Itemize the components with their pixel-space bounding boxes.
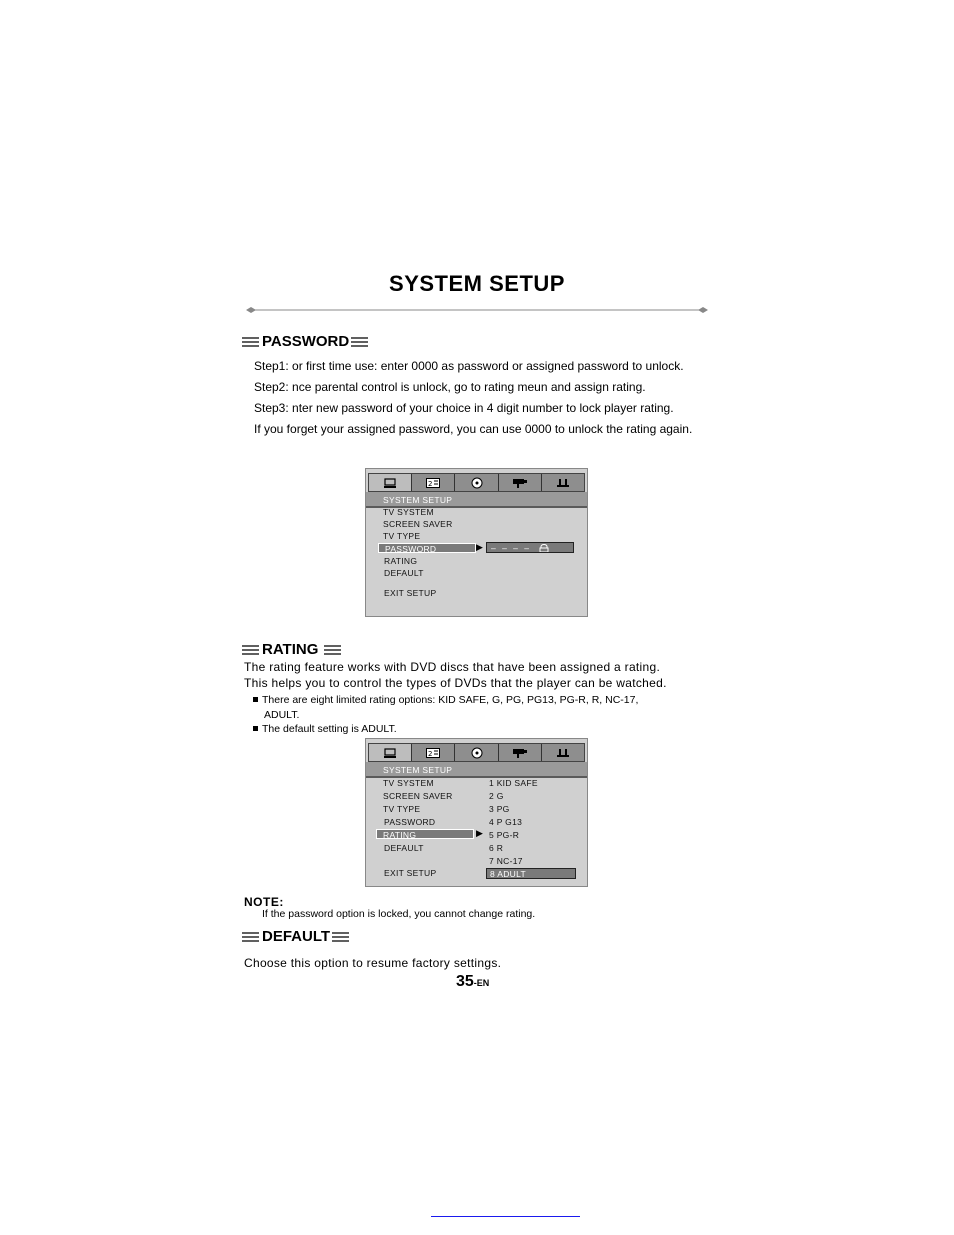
tab-preference[interactable] [542, 474, 584, 491]
rating-option-pg13[interactable]: 4 P G13 [489, 817, 523, 827]
disc-icon [471, 747, 483, 759]
rating-option-pg-r[interactable]: 5 PG-R [489, 830, 520, 840]
password-heading-text: PASSWORD [262, 333, 350, 350]
password-forgot-note: If you forget your assigned password, you can use 0000 to unlock the rating again. [254, 422, 693, 436]
menu-item-rating[interactable]: RATING [384, 556, 418, 566]
password-value: – – – – [491, 543, 531, 553]
camera-icon [512, 478, 528, 488]
page-number-value: 35 [456, 973, 474, 990]
note-text: If the password option is locked, you cannot change rating. [262, 908, 536, 920]
password-step-1: Step1: or first time use: enter 0000 as password or assigned password to unlock. [254, 359, 684, 373]
rating-bullet-options-text: There are eight limited rating options: KID SAFE, G, PG, PG13, PG-R, R, NC-17, [262, 694, 639, 706]
tab-video[interactable] [499, 474, 542, 491]
page-number-suffix: -EN [473, 978, 490, 988]
note-label: NOTE: [244, 895, 284, 909]
title-divider [246, 303, 708, 317]
svg-text:2: 2 [428, 749, 434, 758]
rating-bullet-options [253, 694, 638, 706]
tab-language[interactable] [412, 744, 455, 761]
menu-item-default[interactable]: DEFAULT [384, 843, 424, 853]
disc-icon [471, 477, 483, 489]
tab-preference[interactable] [542, 744, 584, 761]
triple-bar-icon [242, 336, 260, 348]
rating-option-adult-selected[interactable]: 8 ADULT [486, 868, 576, 879]
triple-bar-icon [332, 931, 350, 943]
triple-bar-icon [242, 931, 260, 943]
svg-text:2: 2 [428, 479, 434, 488]
bullet-square-icon [253, 726, 258, 731]
setup-tab-bar [368, 473, 585, 492]
menu-item-exit-setup[interactable]: EXIT SETUP [384, 588, 437, 598]
setup-tab-bar [368, 743, 585, 762]
rating-bullet-default [253, 723, 397, 735]
menu-item-screen-saver[interactable]: SCREEN SAVER [383, 519, 453, 529]
rating-description-1: The rating feature works with DVD discs that have been assigned a rating. [244, 660, 661, 674]
menu-item-password[interactable]: PASSWORD [384, 817, 436, 827]
triple-bar-icon [242, 644, 260, 656]
default-heading [242, 928, 350, 945]
menu-item-exit-setup[interactable]: EXIT SETUP [384, 868, 437, 878]
monitor-icon [384, 748, 396, 758]
triple-bar-icon [324, 644, 342, 656]
setup-title-bar [366, 492, 587, 508]
rating-option-nc17[interactable]: 7 NC-17 [489, 856, 523, 866]
password-step-2: Step2: nce parental control is unlock, go to rating meun and assign rating. [254, 380, 646, 394]
rating-setup-screen [365, 738, 588, 887]
menu-item-tv-system[interactable]: TV SYSTEM [383, 778, 434, 788]
menu-item-tv-system[interactable]: TV SYSTEM [383, 507, 434, 517]
triple-bar-icon [351, 336, 369, 348]
setup-title-bar [366, 762, 587, 778]
menu-item-password-selected[interactable]: PASSWORD [378, 543, 476, 553]
rating-bullet-options-cont: ADULT. [264, 709, 300, 721]
password-step-3: Step3: nter new password of your choice in 4 digit number to lock player rating. [254, 401, 674, 415]
page-title: SYSTEM SETUP [389, 271, 565, 296]
menu-item-default[interactable]: DEFAULT [384, 568, 424, 578]
setup-title: SYSTEM SETUP [383, 495, 453, 505]
right-arrow-icon: ▶ [476, 828, 484, 838]
language-icon [426, 478, 440, 488]
default-description: Choose this option to resume factory settings. [244, 956, 502, 970]
page-number [456, 973, 489, 991]
tab-system[interactable] [369, 474, 412, 491]
default-heading-text: DEFAULT [262, 928, 331, 945]
footer-link-underline[interactable] [431, 1216, 580, 1217]
monitor-icon [384, 478, 396, 488]
menu-item-screen-saver[interactable]: SCREEN SAVER [383, 791, 453, 801]
password-entry-field[interactable] [486, 542, 574, 553]
menu-item-rating-selected[interactable]: RATING [376, 829, 474, 839]
rating-option-kid-safe[interactable]: 1 KID SAFE [489, 778, 538, 788]
rating-option-r[interactable]: 6 R [489, 843, 504, 853]
menu-item-tv-type[interactable]: TV TYPE [383, 531, 421, 541]
speaker-stand-icon [556, 478, 570, 488]
camera-icon [512, 748, 528, 758]
lock-icon [539, 544, 549, 552]
rating-bullet-default-text: The default setting is ADULT. [262, 723, 397, 735]
rating-heading [242, 641, 342, 658]
password-heading [242, 333, 369, 350]
bullet-square-icon [253, 697, 258, 702]
rating-option-pg[interactable]: 3 PG [489, 804, 510, 814]
tab-video[interactable] [499, 744, 542, 761]
setup-title: SYSTEM SETUP [383, 765, 453, 775]
language-icon [426, 748, 440, 758]
right-arrow-icon: ▶ [476, 542, 484, 552]
tab-language[interactable] [412, 474, 455, 491]
rating-heading-text: RATING [262, 641, 319, 658]
menu-item-tv-type[interactable]: TV TYPE [383, 804, 421, 814]
rating-description-2: This helps you to control the types of DVDs that the player can be watched. [244, 676, 667, 690]
tab-system[interactable] [369, 744, 412, 761]
rating-option-g[interactable]: 2 G [489, 791, 504, 801]
password-setup-screen [365, 468, 588, 617]
tab-audio[interactable] [455, 744, 498, 761]
tab-audio[interactable] [455, 474, 498, 491]
speaker-stand-icon [556, 748, 570, 758]
